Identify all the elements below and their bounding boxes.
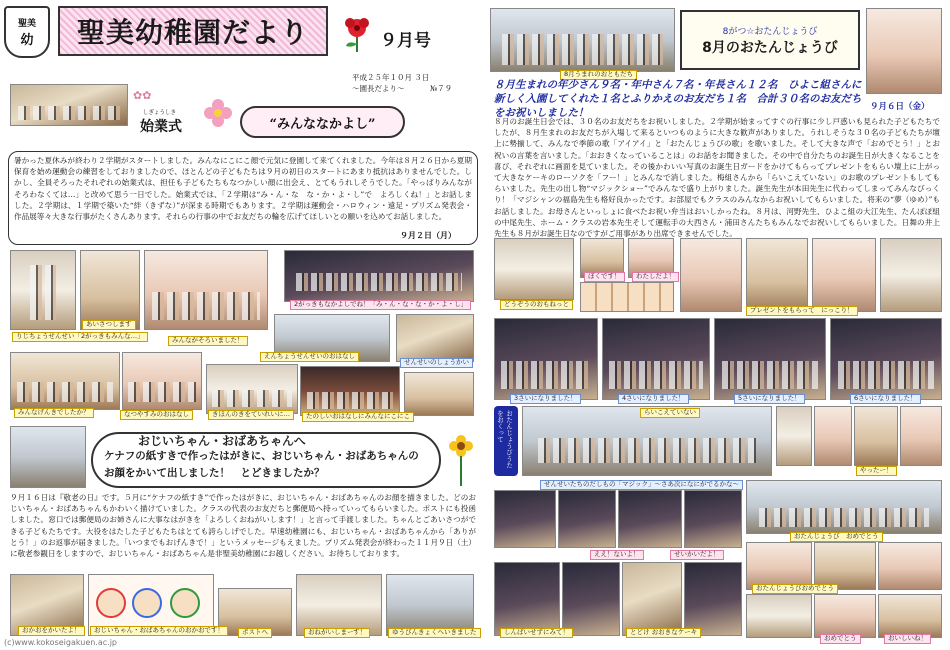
opening-reading: しぎょうしき	[143, 110, 177, 116]
photo-magic-6	[562, 562, 620, 636]
photo-magic-1	[494, 490, 556, 548]
caption-l7: みんなげんきでしたか？	[14, 408, 94, 418]
photo-class-4	[300, 366, 400, 416]
opening-ceremony-title: 始業式	[140, 119, 182, 135]
kindergarten-crest	[4, 6, 50, 58]
flower-icon	[203, 98, 233, 128]
caption-l4: みんながそろいました！	[168, 336, 248, 346]
theme-banner	[240, 106, 405, 138]
caption-r-b: ぼくです！	[584, 272, 625, 282]
caption-l2: あいさつします	[82, 320, 136, 330]
svg-text:✿✿: ✿✿	[133, 89, 152, 102]
caption-r-j: せんせいたちのだしもの「マジック」～さあ次になにがでるかな～	[540, 480, 743, 490]
caption-r-party: 8月うまれのおともだち	[560, 70, 637, 80]
photo-r-face4	[900, 406, 942, 466]
caption-l3: 2がっきもなかよしでね！「み・ん・な・な・か・よ・し」	[290, 300, 471, 310]
caption-l1: りじちょうせんせい「2がっきもみんな…」	[12, 332, 148, 342]
grandparents-lead: ケナフの紙すきで作ったはがきに、おじいちゃん・おばあちゃんのお顔をかいて出しました！ とどきましたか？	[104, 450, 419, 479]
photo-r4	[580, 282, 674, 312]
caption-r-d: プレゼントをもらって にっこり！	[746, 306, 858, 316]
photo-chairman	[10, 250, 76, 330]
caption-r-a: どうぞうのおもねっと	[500, 300, 573, 310]
crest-line2: 幼	[20, 33, 34, 48]
photo-teachers	[396, 314, 474, 362]
photo-r-class	[746, 480, 942, 534]
caption-r-n: おたんじょうび おめでとう	[790, 532, 883, 542]
photo-lunch-1	[746, 542, 812, 590]
photo-class-5	[404, 372, 474, 416]
photo-lunch-4	[746, 594, 812, 638]
caption-r-m: しんぱいせずにみて！	[500, 628, 573, 638]
birthday-text: ８月のお誕生日会では、３０名のお友だちをお祝いしました。２学期が始まってすぐの行事に少し戸惑いも見られた子どもたちでしたが、８月生まれのお友だちが入場して来るといつものように大きな歓声がありました。うれしそうな３０名の子どもたちが壇上に勢揃して、みんなで季節の歌「アイアイ」と「おたんじょうびの歌」を歌いました。そして大きな声で「おめでとう！」とお祝いの言葉を言いました。「おおきくなっていることは」のお話をお聞きました。その中で自分たちのお誕生日が大きくなることを喜び、それぞれに画面を見ていました。その後かわいい写真のお誕生日ガードをかけてもらってプレゼントをもらい壇上に上がって大きなケーキのローソクを「フー！」とみんなで消しました。梅組さんから「らいこえていない」のお歌のプレゼントもしてもらいました。先生の出し物“マジックショー”でみんなで盛り上がりました。誕生先生が本田先生に代わってしまってみんなびっくり！「マジシャンの福島先生も格好良かったです。お部屋でもクラスのみんなからお祝いしてもらいました。将来の“夢（ゆめ）”もお話しました。お母さんといっしょに食べたお祝い弁当はおいしかったね。８月は、河野先生、ひよこ組の大江先生、たんぽぽ組の中尾先生、ホーム・クラスの岩本先生そして運転手の大西さん・浦田さんたちもみんなでお祝いしてもらいました。日舞の井上先生も８月がお誕生日なのですがご用事があり出席できませんでした。	[494, 117, 940, 239]
photo-magic-7	[684, 562, 742, 636]
photo-stage-6	[830, 318, 942, 400]
caption-r-i: らいこえていない	[640, 408, 700, 418]
photo-r5	[680, 238, 742, 312]
caption-r-p: やったー！	[856, 466, 897, 476]
caption-r-q: おめでとう	[820, 634, 861, 644]
photo-counter	[296, 574, 382, 636]
photo-stage-sign	[284, 250, 474, 302]
issue-number: №７９	[430, 84, 453, 93]
caption-r-s: とどけ おおきなケーキ	[626, 628, 701, 638]
photo-r1	[494, 238, 574, 300]
caption-l14: ポストへ	[238, 628, 272, 638]
caption-r-c: わたしだよ！	[632, 272, 679, 282]
birthday-banner-top: 8がつ☆おたんじょうび	[722, 26, 818, 37]
caption-l13: おじいちゃん・おばあちゃんのおかおです！	[90, 626, 228, 636]
opening-date: ９月２日（月）	[400, 230, 456, 240]
photo-magic-5	[494, 562, 560, 636]
photo-class-1	[10, 352, 120, 410]
photo-stage-5	[714, 318, 826, 400]
birthday-intro-band: ８月生まれの年少さん９名・年中さん７名・年長さん１２名 ひよこ組さんに新しく入園してくれた１名とふりかえのお友だち１名 合計３０名のお友だちをお祝いしました！	[494, 79, 862, 119]
red-flower-icon	[338, 14, 376, 54]
photo-class-3	[206, 364, 298, 414]
caption-r-l: せいかいだよ！	[670, 550, 724, 560]
issue-date: 平成２５年１０月 ３日	[352, 73, 430, 82]
copyright: (c)www.kokoseigakuen.ac.jp	[4, 638, 117, 647]
caption-r-k: ええ！ないよ！	[590, 550, 644, 560]
newsletter-title-box	[58, 6, 328, 56]
caption-l5: せんせいのしょうかい	[400, 358, 473, 368]
party-date: ９月６日（金）	[870, 102, 930, 112]
photo-greeting	[80, 250, 140, 330]
opening-text: 暑かった夏休みが終わり２学期がスタートしました。みんなにこにこ顔で元気に登園して来てくれました。今年は８月２６日から夏期保育を始め運動会の練習をしておりましたので、ほとんどの子どもたちは９月の初日のスタートにあまり抵抗はありませんでした。しかし、全員そろったそれぞれの始業式は、担任も子どもたちもなつかしい顔に出会え、とてもうれしそうでした。「やっぱりみんながそろわなくては…」と改めて思う一日でした。始業式では、「２学期は“み・ん・な な・か・よ・し”で よろしくね！」とお話しました。２学期は、１学期で築いた“絆（きずな）”が深まる時期でもあります。２学期は運動会・ハロウィン・遠足・プリズム発表会・作品展等々大きな行事がたくさんあります。それらの行事の中でお友だちの輪を広げてほしいとの願いを込めてお話しました。	[14, 156, 472, 222]
photo-magic-2	[558, 490, 616, 548]
caption-l10: なつやすみのおはなし	[120, 410, 193, 420]
photo-lunch-6	[878, 594, 942, 638]
photo-r8	[880, 238, 942, 312]
photo-magic-4	[684, 490, 742, 548]
photo-r-face1	[776, 406, 812, 466]
caption-r-h: 6さいになりました！	[850, 394, 921, 404]
caption-r-f: 4さいになりました！	[618, 394, 689, 404]
caption-l9: きほんのきをていれいに…	[208, 410, 294, 420]
issue-label: ９月号	[380, 31, 431, 51]
caption-l15: おねがいしまーす！	[304, 628, 370, 638]
caption-r-o: おたんじょうびおめでとう	[752, 584, 838, 594]
photo-lunch-2	[814, 542, 876, 590]
caption-l11: たのしいおはなしにみんなにこにこ	[302, 412, 414, 422]
photo-class-2	[122, 352, 202, 410]
photo-stage-4	[602, 318, 710, 400]
grandparents-title: おじいちゃん・おばあちゃんへ	[138, 434, 306, 448]
caption-l12: おかおをかいたよ！	[18, 626, 85, 636]
photo-birthday-girl	[866, 8, 942, 94]
photo-stage-3	[494, 318, 598, 400]
caption-r-e: 3さいになりました！	[510, 394, 581, 404]
photo-children-sitting	[144, 250, 268, 330]
photo-r-face2	[814, 406, 852, 466]
theme-text: “みんななかよし”	[269, 116, 376, 132]
photo-birthday-group	[490, 8, 675, 72]
crest-line1: 聖美	[17, 19, 36, 29]
side-label: おたんじょうびうたをおくって	[496, 410, 513, 469]
photo-lunch-5	[814, 594, 876, 638]
photo-r-face3	[854, 406, 898, 466]
sunflower-icon	[448, 434, 474, 488]
photo-lunch-3	[878, 542, 942, 590]
grandparents-text: ９月１６日は『敬老の日』です。５月に“ケナフの紙すき”で作ったはがきに、おじいちゃん・おばあちゃんのお顔を描きました。どのおじいちゃん・おばあちゃんもかわいく描けていました。クラスの代表のお友だちと郵便局へ持っていってもらいました。ポストにも投函しました。窓口では郵便局のお姉さんに大事なはがきを「よろしくおねがいします！」と言って手渡しました。ちゃんとごあいさつができる子どもたちです。大役をはたした子どもたちはとても誇らしげでした。早速幼稚園にも、おじいちゃん・おばあちゃんから「ありがとう！」のお返事が届きました。「いつまでもおげんきで！」というメッセージもえました。プリズム発表会が終わった１１月９日（土）に敬老参観日をしますので、おじいちゃん・おばあちゃん是非聖美幼稚園にお越しください。お待ちしております。	[10, 493, 477, 559]
birthday-banner	[680, 10, 860, 70]
photo-post-office-2	[386, 574, 474, 636]
issue-subtitle: ～園長だより～	[352, 84, 405, 93]
newsletter-title: 聖美幼稚園だより	[76, 16, 309, 49]
photo-r6	[746, 238, 808, 312]
birthday-banner-title: 8月のおたんじょうび	[702, 39, 838, 56]
photo-magic-3	[618, 490, 682, 548]
caption-r-g: 5さいになりました！	[734, 394, 805, 404]
photo-post-office	[10, 426, 86, 488]
sparkle-icon	[133, 88, 163, 102]
photo-r7	[812, 238, 876, 312]
caption-l16: ゆうびんきょくへいきました	[388, 628, 481, 638]
caption-r-r: おいしいね！	[884, 634, 931, 644]
photo-cake	[622, 562, 682, 636]
photo-opening-hall	[10, 84, 128, 126]
caption-l6: えんちょうせんせいのおはなし	[260, 352, 359, 362]
